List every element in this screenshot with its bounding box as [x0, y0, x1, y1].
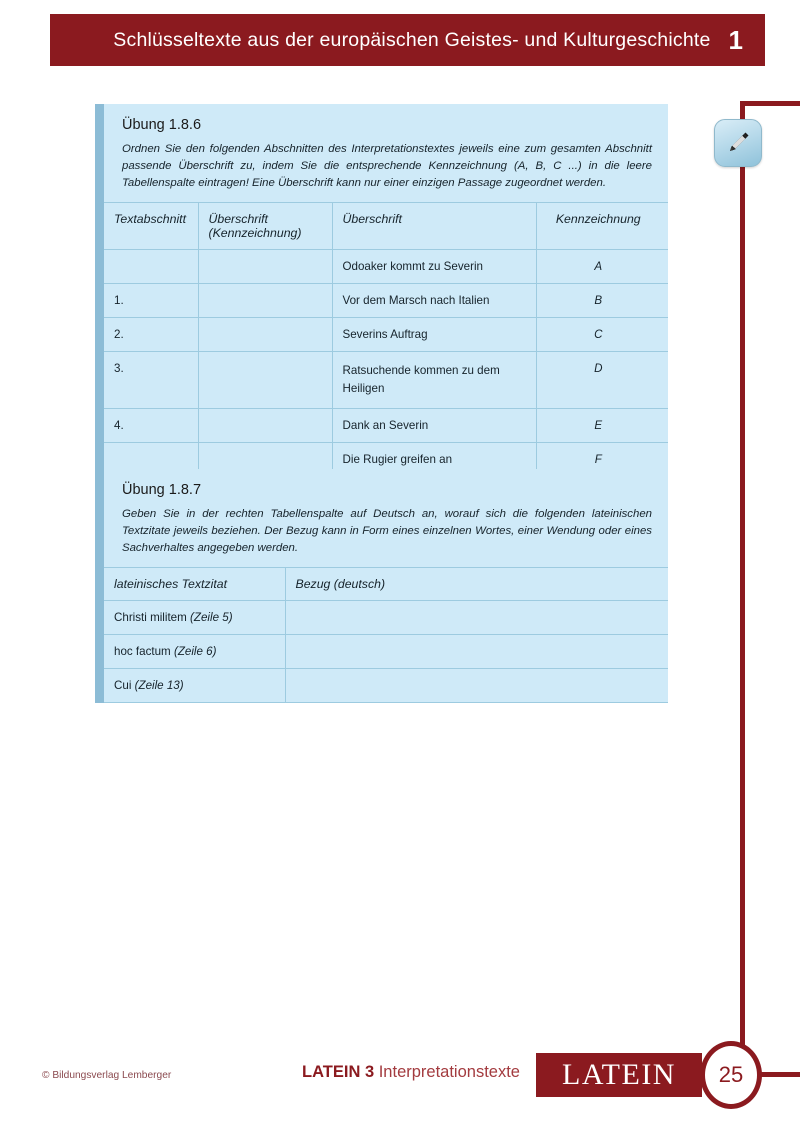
footer-series — [302, 1063, 520, 1082]
cell-answer-blank[interactable] — [198, 250, 332, 284]
cell-kennzeichnung: A — [536, 250, 668, 284]
table-row — [104, 284, 668, 318]
cell-bezug-blank[interactable] — [285, 669, 668, 703]
footer-rule-tail — [756, 1072, 800, 1077]
zitat-text: hoc factum — [114, 645, 171, 659]
footer-logo-text: LATEIN — [562, 1058, 676, 1091]
table-row — [104, 409, 668, 443]
cell-kennzeichnung: B — [536, 284, 668, 318]
column-header-line1: Überschrift — [208, 212, 268, 227]
margin-rule-horizontal — [740, 101, 800, 106]
footer-logo — [536, 1053, 702, 1097]
page-number-badge — [700, 1041, 762, 1109]
zitat-zeile: (Zeile 5) — [190, 611, 233, 625]
zitat-text: Christi militem — [114, 611, 187, 625]
exercise-title: Übung 1.8.7 — [122, 482, 202, 498]
cell-kennzeichnung: F — [536, 443, 668, 477]
column-header-ueberschrift: Überschrift — [332, 203, 536, 250]
exercise-instructions: Ordnen Sie den folgenden Abschnitten des Interpretationstextes jeweils eine zum gesamten Abschnitt passende Überschrift zu, indem Sie die entsprechende Kennzeichnung (A, B, C ...) in die leere Tabellenspalte eintragen! Eine Überschrift kann nur einer einzigen Passage zugeordnet werden. — [122, 143, 652, 189]
footer-series-strong: LATEIN 3 — [302, 1063, 375, 1081]
cell-zitat — [104, 601, 285, 635]
cell-ueberschrift: Vor dem Marsch nach Italien — [332, 284, 536, 318]
table-header-row — [104, 568, 668, 601]
exercise-186-table — [104, 202, 668, 477]
exercise-187-table — [104, 567, 668, 703]
cell-textabschnitt: 3. — [104, 352, 198, 409]
cell-bezug-blank[interactable] — [285, 635, 668, 669]
cell-kennzeichnung: E — [536, 409, 668, 443]
cell-answer-blank[interactable] — [198, 352, 332, 409]
cell-ueberschrift: Die Rugier greifen an — [332, 443, 536, 477]
table-row — [104, 669, 668, 703]
table-header-row — [104, 203, 668, 250]
table-row — [104, 635, 668, 669]
cell-ueberschrift: Ratsuchende kommen zu dem Heiligen — [332, 352, 536, 409]
zitat-zeile: (Zeile 6) — [173, 645, 217, 659]
cell-bezug-blank[interactable] — [285, 601, 668, 635]
table-row — [104, 250, 668, 284]
chapter-number: 1 — [728, 25, 743, 55]
cell-kennzeichnung: D — [536, 352, 668, 409]
footer-copyright: © Bildungsverlag Lemberger — [42, 1070, 172, 1081]
column-header-textabschnitt: Textabschnitt — [104, 203, 198, 250]
cell-textabschnitt: 4. — [104, 409, 198, 443]
cell-textabschnitt: 1. — [104, 284, 198, 318]
cell-textabschnitt: 2. — [104, 318, 198, 352]
column-header-bezug-deutsch: Bezug (deutsch) — [285, 568, 668, 601]
column-header-lateinisches-textzitat: lateinisches Textzitat — [104, 568, 285, 601]
cell-textabschnitt — [104, 250, 198, 284]
footer-series-light: Interpretationstexte — [378, 1063, 520, 1081]
cell-answer-blank[interactable] — [198, 409, 332, 443]
exercise-block-186 — [95, 104, 668, 477]
cell-ueberschrift: Dank an Severin — [332, 409, 536, 443]
page-title: Schlüsseltexte aus der europäischen Geistes- und Kulturgeschichte — [113, 28, 711, 51]
column-header-ueberschrift-kennzeichnung — [198, 203, 332, 250]
table-row — [104, 601, 668, 635]
zitat-zeile: (Zeile 13) — [134, 679, 184, 693]
zitat-text: Cui — [114, 679, 132, 693]
table-row — [104, 318, 668, 352]
cell-ueberschrift: Odoaker kommt zu Severin — [332, 250, 536, 284]
cell-ueberschrift: Severins Auftrag — [332, 318, 536, 352]
exercise-block-187 — [95, 469, 668, 703]
table-row — [104, 352, 668, 409]
column-header-kennzeichnung: Kennzeichnung — [536, 203, 668, 250]
column-header-line2: (Kennzeichnung) — [208, 226, 302, 241]
exercise-instructions: Geben Sie in der rechten Tabellenspalte auf Deutsch an, worauf sich die folgenden lateinischen Textzitate jeweils beziehen. Der Bezug kann in Form eines einzelnen Wortes, einer Wendung oder eines Sachverhaltes angegeben werden. — [122, 508, 652, 554]
cell-answer-blank[interactable] — [198, 318, 332, 352]
margin-rule-vertical — [740, 101, 745, 1061]
cell-kennzeichnung: C — [536, 318, 668, 352]
cell-zitat — [104, 635, 285, 669]
pencil-icon — [714, 119, 762, 167]
exercise-title: Übung 1.8.6 — [122, 117, 202, 133]
page-number: 25 — [718, 1062, 744, 1087]
page-header-bar — [50, 14, 765, 66]
cell-zitat — [104, 669, 285, 703]
cell-answer-blank[interactable] — [198, 284, 332, 318]
